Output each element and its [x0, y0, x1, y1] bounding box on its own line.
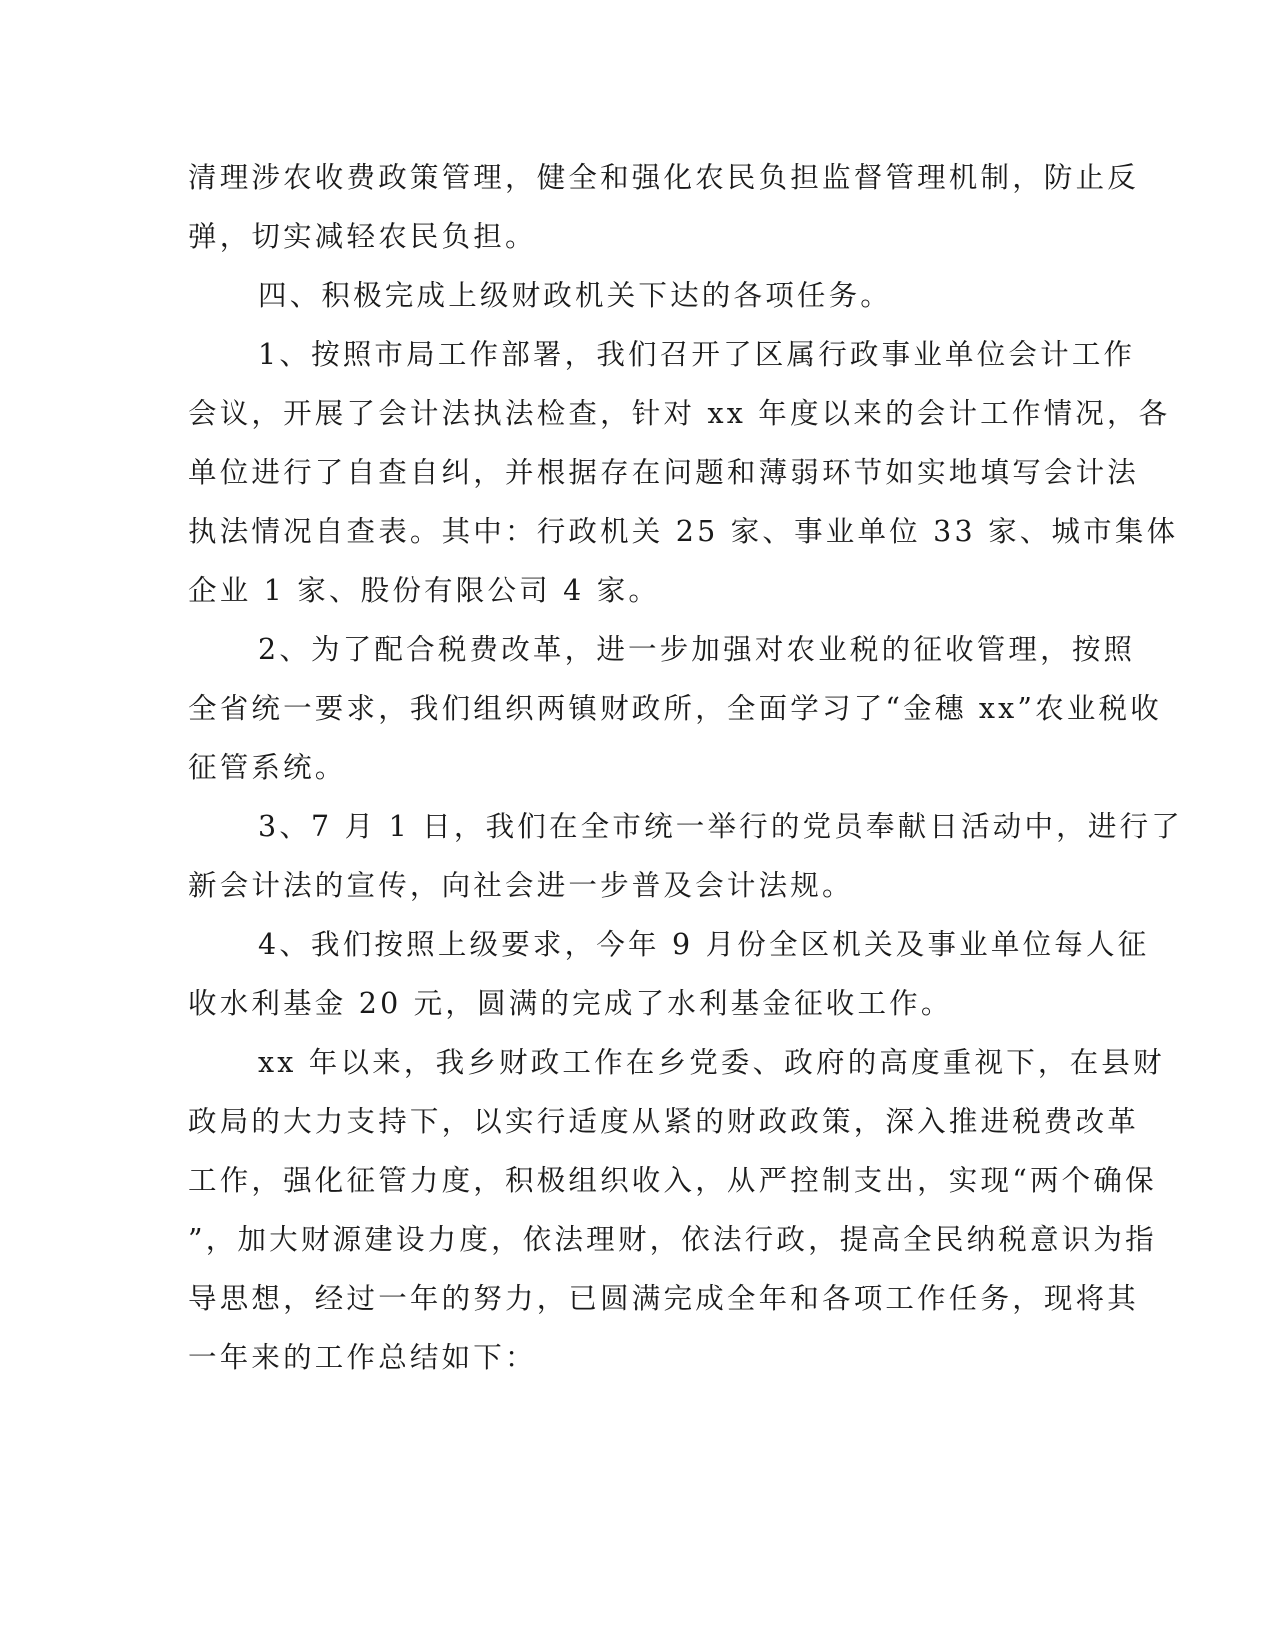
text-line: 一年来的工作总结如下：: [188, 1341, 537, 1374]
text-line: 导思想，经过一年的努力，已圆满完成全年和各项工作任务，现将其: [188, 1282, 1140, 1315]
text-line: 2、为了配合税费改革，进一步加强对农业税的征收管理，按照: [258, 633, 1136, 666]
text-line: xx 年以来，我乡财政工作在乡党委、政府的高度重视下，在县财: [258, 1046, 1165, 1079]
text-line: 4、我们按照上级要求，今年 9 月份全区机关及事业单位每人征: [258, 928, 1150, 961]
text-line: 工作，强化征管力度，积极组织收入，从严控制支出，实现“两个确保: [188, 1164, 1157, 1197]
text-line: 3、7 月 1 日，我们在全市统一举行的党员奉献日活动中，进行了: [258, 810, 1183, 843]
text-line: 会议，开展了会计法执法检查，针对 xx 年度以来的会计工作情况，各: [188, 397, 1171, 430]
text-line: 清理涉农收费政策管理，健全和强化农民负担监督管理机制，防止反: [188, 161, 1140, 194]
text-line: 征管系统。: [188, 751, 347, 784]
text-line: 新会计法的宣传，向社会进一步普及会计法规。: [188, 869, 854, 902]
text-line: 政局的大力支持下，以实行适度从紧的财政政策，深入推进税费改革: [188, 1105, 1140, 1138]
text-line: 弹，切实减轻农民负担。: [188, 220, 537, 253]
text-line: 1、按照市局工作部署，我们召开了区属行政事业单位会计工作: [258, 338, 1136, 371]
text-line: 单位进行了自查自纠，并根据存在问题和薄弱环节如实地填写会计法: [188, 456, 1140, 489]
section-heading: 四、积极完成上级财政机关下达的各项任务。: [258, 279, 893, 312]
text-line: 企业 1 家、股份有限公司 4 家。: [188, 574, 661, 607]
text-line: 收水利基金 20 元，圆满的完成了水利基金征收工作。: [188, 987, 953, 1020]
text-line: 全省统一要求，我们组织两镇财政所，全面学习了“金穗 xx”农业税收: [188, 692, 1162, 725]
text-line: ”，加大财源建设力度，依法理财，依法行政，提高全民纳税意识为指: [188, 1223, 1157, 1256]
text-line: 执法情况自查表。其中：行政机关 25 家、事业单位 33 家、城市集体: [188, 515, 1179, 548]
